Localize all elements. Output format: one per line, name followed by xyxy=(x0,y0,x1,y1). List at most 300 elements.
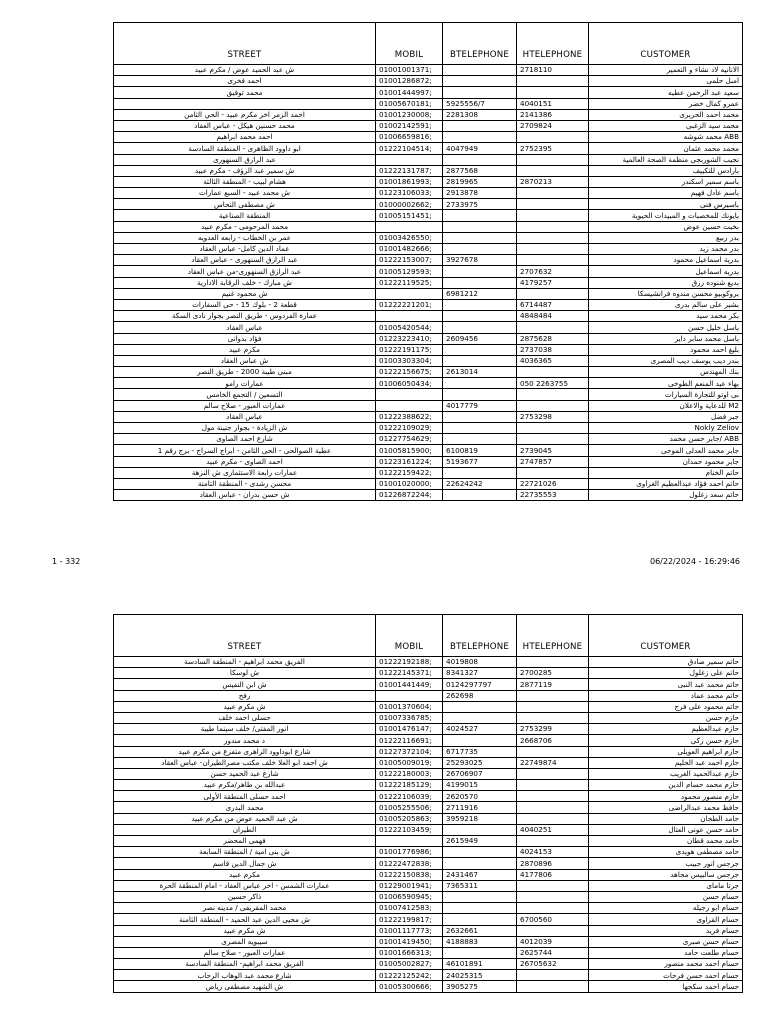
customer-cell: بديع شنوده رزق xyxy=(589,277,743,288)
customer-cell: حاتم محمد عماد xyxy=(589,690,743,701)
street-cell: مبنى طيبة 2000 - طريق النصر xyxy=(114,367,376,378)
customer-cell: بندر ديب يوسف ديب المصرى xyxy=(589,355,743,366)
customer-cell: بدريه اسماعيل xyxy=(589,266,743,277)
customer-cell: باسم عادل فهيم xyxy=(589,188,743,199)
htelephone-cell xyxy=(517,768,589,779)
table-row xyxy=(114,87,743,98)
htelephone-cell: 2625744 xyxy=(517,947,589,958)
table-row xyxy=(114,199,743,210)
htelephone-cell xyxy=(517,389,589,400)
street-cell: ابو داوود الظاهرى - المنطقة السادسة xyxy=(114,143,376,154)
btelephone-cell xyxy=(443,858,517,869)
street-cell: احمد فخرى xyxy=(114,76,376,87)
btelephone-cell xyxy=(443,355,517,366)
street-cell: عمر بن الخطاب - رابعه العدويه xyxy=(114,232,376,243)
street-cell: ش عبد الحميد عوض / مكرم عبيد xyxy=(114,65,376,76)
btelephone-cell xyxy=(443,735,517,746)
customer-cell: باسم سمير اسكندر xyxy=(589,176,743,187)
customer-cell: حازم عبدالعظيم xyxy=(589,724,743,735)
table-row xyxy=(114,858,743,869)
table-row xyxy=(114,389,743,400)
btelephone-cell: 2620570 xyxy=(443,791,517,802)
street-cell: الفريق محمد ابراهيم- المنطقة السادسة xyxy=(114,959,376,970)
mobil-cell: 01222109029; xyxy=(376,423,443,434)
htelephone-cell xyxy=(517,746,589,757)
mobil-cell: 01005420544; xyxy=(376,322,443,333)
street-cell: فؤاد بدوانى xyxy=(114,333,376,344)
street-cell: عمارات رابعة الاستثمارى ش النزهة xyxy=(114,467,376,478)
street-cell: ش عباس العقاد xyxy=(114,355,376,366)
mobil-cell: 01001117773; xyxy=(376,925,443,936)
btelephone-cell: 46101891 xyxy=(443,959,517,970)
htelephone-cell: 2700285 xyxy=(517,668,589,679)
table-row xyxy=(114,411,743,422)
street-cell: عمارات الشمس - اخر عباس العقاد - امام المنطقة الحرة xyxy=(114,880,376,891)
mobil-cell: 01222104514; xyxy=(376,143,443,154)
htelephone-cell: 2870896 xyxy=(517,858,589,869)
btelephone-cell: 7365311 xyxy=(443,880,517,891)
customer-cell: جرجس سالبيس مجاهد xyxy=(589,869,743,880)
street-cell: الطيران xyxy=(114,824,376,835)
customer-cell: بكر محمد سيد xyxy=(589,311,743,322)
customer-cell: امبل حلمى xyxy=(589,76,743,87)
customer-cell: حامد الطحان xyxy=(589,813,743,824)
mobil-cell: 01001370604; xyxy=(376,701,443,712)
mobil-cell: 01005009019; xyxy=(376,757,443,768)
btelephone-cell: 2615949 xyxy=(443,836,517,847)
street-cell xyxy=(114,98,376,109)
htelephone-cell xyxy=(517,903,589,914)
customer-cell: جابر محمود حمدان xyxy=(589,456,743,467)
table-row xyxy=(114,221,743,232)
street-cell: عمارة الفردوس - طريق النصر بجوار نادى السكة xyxy=(114,311,376,322)
mobil-cell: 01005255506; xyxy=(376,802,443,813)
htelephone-cell: 4024153 xyxy=(517,847,589,858)
customer-cell: حاتم سمير صادق xyxy=(589,657,743,668)
mobil-cell: 01222106039; xyxy=(376,791,443,802)
mobil-cell: 01001482666; xyxy=(376,244,443,255)
btelephone-cell: 2711916 xyxy=(443,802,517,813)
mobil-cell: 01222125242; xyxy=(376,970,443,981)
mobil-cell: 01005205863; xyxy=(376,813,443,824)
customer-cell: بدرية اسماعيل محمود xyxy=(589,255,743,266)
mobil-cell: 01001230008; xyxy=(376,109,443,120)
mobil-cell: 01222388622; xyxy=(376,411,443,422)
street-cell: ش مبارك - خلف الرقابة الادارية xyxy=(114,277,376,288)
street-cell: انور المفتى/ خلف سينما طيبة xyxy=(114,724,376,735)
customer-cell: بليغ احمد محمود xyxy=(589,344,743,355)
mobil-cell: 01222153007; xyxy=(376,255,443,266)
customer-cell: بدر محمد زيد xyxy=(589,244,743,255)
btelephone-cell: 22624242 xyxy=(443,478,517,489)
htelephone-cell xyxy=(517,836,589,847)
btelephone-cell xyxy=(443,467,517,478)
htelephone-cell xyxy=(517,288,589,299)
btelephone-cell xyxy=(443,266,517,277)
street-cell: ش بنى امية / المنطقة السابعة xyxy=(114,847,376,858)
customer-cell: حازم محمد حسام الدين xyxy=(589,780,743,791)
btelephone-cell: 3927678 xyxy=(443,255,517,266)
htelephone-cell: 26705632 xyxy=(517,959,589,970)
table-row xyxy=(114,724,743,735)
htelephone-cell xyxy=(517,701,589,712)
btelephone-cell xyxy=(443,389,517,400)
street-cell: ش لوسكا xyxy=(114,668,376,679)
htelephone-column-header: HTELEPHONE xyxy=(517,615,589,657)
htelephone-cell xyxy=(517,802,589,813)
street-cell: ش مكرم عبيد xyxy=(114,701,376,712)
htelephone-cell: 2753298 xyxy=(517,411,589,422)
mobil-cell: 01006590945; xyxy=(376,891,443,902)
customer-cell: بروكوبيو محسن مندوه فرانشيسكا xyxy=(589,288,743,299)
btelephone-cell: 24025315 xyxy=(443,970,517,981)
customer-cell: حامد محمد قطان xyxy=(589,836,743,847)
btelephone-cell: 0124297797 xyxy=(443,679,517,690)
htelephone-cell xyxy=(517,154,589,165)
btelephone-cell xyxy=(443,221,517,232)
mobil-cell: 01222221201; xyxy=(376,299,443,310)
mobil-cell: 01222131787; xyxy=(376,165,443,176)
table-row xyxy=(114,824,743,835)
table-row xyxy=(114,445,743,456)
btelephone-cell xyxy=(443,244,517,255)
street-cell: عباس العقاد xyxy=(114,322,376,333)
table-row xyxy=(114,299,743,310)
btelephone-cell xyxy=(443,423,517,434)
mobil-cell: 01229001941; xyxy=(376,880,443,891)
mobil-cell: 01226872244; xyxy=(376,490,443,501)
mobil-cell: 01001020000; xyxy=(376,478,443,489)
mobil-cell xyxy=(376,288,443,299)
mobil-cell: 01001286872; xyxy=(376,76,443,87)
btelephone-cell xyxy=(443,322,517,333)
htelephone-cell xyxy=(517,188,589,199)
street-cell: عبد الرازق السنهورى - عباس العقاد xyxy=(114,255,376,266)
street-cell: عمارات العبور - صلاح سالم xyxy=(114,947,376,958)
customer-cell: جرجس انور حبيب xyxy=(589,858,743,869)
street-cell: حسلى احمد خلف xyxy=(114,712,376,723)
customer-cell: حافظ محمد عبدالراضى xyxy=(589,802,743,813)
htelephone-cell: 6714487 xyxy=(517,299,589,310)
btelephone-cell xyxy=(443,434,517,445)
table-row xyxy=(114,98,743,109)
customer-cell: حسام فريد xyxy=(589,925,743,936)
btelephone-cell: 4024527 xyxy=(443,724,517,735)
mobil-column-header: MOBIL xyxy=(376,23,443,65)
htelephone-cell xyxy=(517,87,589,98)
street-cell: احمد حسلى المنطقة الأولى xyxy=(114,791,376,802)
htelephone-column-header: HTELEPHONE xyxy=(517,23,589,65)
customer-cell: نجيب الشوربجى منظمة الصحة العالمية xyxy=(589,154,743,165)
mobil-cell: 01007336785; xyxy=(376,712,443,723)
table-row xyxy=(114,925,743,936)
htelephone-cell xyxy=(517,891,589,902)
table-row xyxy=(114,880,743,891)
table-header-row xyxy=(114,23,743,65)
mobil-cell: 01002142591; xyxy=(376,120,443,131)
htelephone-cell xyxy=(517,76,589,87)
street-cell: احمد الصاوى - مكرم عبيد xyxy=(114,456,376,467)
customer-cell: بايونك للمخصبات و المبيدات الحيوية xyxy=(589,210,743,221)
street-cell: عبد الرازق السنهورى-من عباس العقاد xyxy=(114,266,376,277)
btelephone-column-header: BTELEPHONE xyxy=(443,23,517,65)
customer-cell: حازم احمد عبد الحليم xyxy=(589,757,743,768)
street-cell: ش حسن بدران - عباس العقاد xyxy=(114,490,376,501)
mobil-cell: 01227754629; xyxy=(376,434,443,445)
btelephone-cell: 3959218 xyxy=(443,813,517,824)
customer-cell: محمد احمد الحريرى xyxy=(589,109,743,120)
customer-cell: حاتم محمود على فرج xyxy=(589,701,743,712)
table-row xyxy=(114,467,743,478)
street-cell: مكرم عبيد xyxy=(114,344,376,355)
btelephone-cell xyxy=(443,154,517,165)
customer-cell: حازم حسن xyxy=(589,712,743,723)
street-cell: شارع محمد عبد الوهاب الرحاب xyxy=(114,970,376,981)
customer-column-header: CUSTOMER xyxy=(589,23,743,65)
table-row xyxy=(114,434,743,445)
table-row xyxy=(114,757,743,768)
htelephone-cell xyxy=(517,981,589,992)
htelephone-cell: 2707632 xyxy=(517,266,589,277)
mobil-cell: 01005002827; xyxy=(376,959,443,970)
htelephone-cell xyxy=(517,232,589,243)
btelephone-cell xyxy=(443,847,517,858)
mobil-cell: 01222145371; xyxy=(376,668,443,679)
street-cell: محسن رشدى - المنطقة الثامنة xyxy=(114,478,376,489)
table-row xyxy=(114,355,743,366)
street-cell: محمد البدرى xyxy=(114,802,376,813)
htelephone-cell xyxy=(517,400,589,411)
mobil-cell xyxy=(376,389,443,400)
table-row xyxy=(114,735,743,746)
btelephone-cell: 5193677 xyxy=(443,456,517,467)
table-row xyxy=(114,478,743,489)
btelephone-cell: 4019808 xyxy=(443,657,517,668)
mobil-cell: 01006659816; xyxy=(376,132,443,143)
street-cell: ش محيى الدين عبد الحميد - المنطقة الثامنة xyxy=(114,914,376,925)
customer-column-header: CUSTOMER xyxy=(589,615,743,657)
mobil-cell: 01001476147; xyxy=(376,724,443,735)
btelephone-cell xyxy=(443,903,517,914)
table-row xyxy=(114,914,743,925)
customer-cell: حسام القزاوى xyxy=(589,914,743,925)
mobil-cell xyxy=(376,836,443,847)
customer-cell: حازم ابراهيم العويلى xyxy=(589,746,743,757)
htelephone-cell xyxy=(517,434,589,445)
street-cell: رفح xyxy=(114,690,376,701)
btelephone-cell: 2819965 xyxy=(443,176,517,187)
customer-cell: حسام احمد حسن فرحات xyxy=(589,970,743,981)
street-cell: عطية الصوالحى - الحى الثامن - ابراج السراج - برج رقم 1 xyxy=(114,445,376,456)
customer-cell: محمد محمد عثمان xyxy=(589,143,743,154)
mobil-cell: 01222159422; xyxy=(376,467,443,478)
btelephone-cell: 2281308 xyxy=(443,109,517,120)
table-row xyxy=(114,970,743,981)
table-row xyxy=(114,791,743,802)
street-cell: ش مكرم عبيد xyxy=(114,925,376,936)
htelephone-cell xyxy=(517,780,589,791)
btelephone-cell: 4047949 xyxy=(443,143,517,154)
mobil-cell: 01006050434; xyxy=(376,378,443,389)
table-row xyxy=(114,423,743,434)
table-row xyxy=(114,165,743,176)
customer-cell: سعيد عبد الرحمن عطيه xyxy=(589,87,743,98)
street-cell: قطعة 2 - بلوك 15 - حى السفارات xyxy=(114,299,376,310)
btelephone-cell: 4017779 xyxy=(443,400,517,411)
street-cell: عماد الدين كامل- عباس العقاد xyxy=(114,244,376,255)
btelephone-cell xyxy=(443,824,517,835)
mobil-cell: 01222180003; xyxy=(376,768,443,779)
customer-cell: حسام ابو رجيله xyxy=(589,903,743,914)
street-cell: ش احمد ابو العلا خلف مكتب مصرالطيران- عباس العقاد xyxy=(114,757,376,768)
table-row xyxy=(114,490,743,501)
mobil-cell: 01000002662; xyxy=(376,199,443,210)
customer-cell: حازم حسن زكى xyxy=(589,735,743,746)
customer-cell: ABB محمد شوشه xyxy=(589,132,743,143)
mobil-cell: 01005129593; xyxy=(376,266,443,277)
customer-cell: عمرو كمال خضر xyxy=(589,98,743,109)
mobil-cell: 01222199817; xyxy=(376,914,443,925)
table-row xyxy=(114,344,743,355)
htelephone-cell xyxy=(517,322,589,333)
mobil-cell: 01003426550; xyxy=(376,232,443,243)
table-row xyxy=(114,746,743,757)
htelephone-cell xyxy=(517,690,589,701)
btelephone-column-header: BTELEPHONE xyxy=(443,615,517,657)
mobil-cell: 01001666313; xyxy=(376,947,443,958)
customer-cell: حاتم سعد زغلول xyxy=(589,490,743,501)
htelephone-cell xyxy=(517,221,589,232)
mobil-cell: 01223223410; xyxy=(376,333,443,344)
mobil-cell: 01222150838; xyxy=(376,869,443,880)
table-row xyxy=(114,132,743,143)
htelephone-cell: 4848484 xyxy=(517,311,589,322)
btelephone-cell xyxy=(443,76,517,87)
street-cell: شارع ابوداوود الزاهرى متفرع من مكرم عبيد xyxy=(114,746,376,757)
btelephone-cell: 26706907 xyxy=(443,768,517,779)
btelephone-cell xyxy=(443,378,517,389)
btelephone-cell xyxy=(443,87,517,98)
street-cell: عبدالله بن طاهر/مكرم عبيد xyxy=(114,780,376,791)
mobil-cell xyxy=(376,311,443,322)
street-cell: ش مصطفى النحاس xyxy=(114,199,376,210)
customer-cell: حسام حسن xyxy=(589,891,743,902)
htelephone-cell xyxy=(517,467,589,478)
htelephone-cell: 2141386 xyxy=(517,109,589,120)
customer-cell: بارادس للتكييف xyxy=(589,165,743,176)
customer-cell: حسام احمد محمد منصور xyxy=(589,959,743,970)
table-row xyxy=(114,322,743,333)
btelephone-cell: 6717735 xyxy=(443,746,517,757)
btelephone-cell xyxy=(443,947,517,958)
table-row xyxy=(114,65,743,76)
btelephone-cell: 25293025 xyxy=(443,757,517,768)
btelephone-cell xyxy=(443,120,517,131)
btelephone-cell xyxy=(443,65,517,76)
customer-cell: حاتم الخنام xyxy=(589,467,743,478)
btelephone-cell xyxy=(443,132,517,143)
htelephone-cell: 2870213 xyxy=(517,176,589,187)
htelephone-cell: 2752395 xyxy=(517,143,589,154)
btelephone-cell xyxy=(443,311,517,322)
customer-cell: باسل خليل حسن xyxy=(589,322,743,333)
htelephone-cell: 4040251 xyxy=(517,824,589,835)
customer-cell: جبر فضل xyxy=(589,411,743,422)
street-cell: عمارات رامو xyxy=(114,378,376,389)
btelephone-cell xyxy=(443,891,517,902)
street-cell: محمد المرحومى - مكرم عبيد xyxy=(114,221,376,232)
street-cell: محمد حسنين هيكل - عباس العقاد xyxy=(114,120,376,131)
btelephone-cell xyxy=(443,490,517,501)
btelephone-cell xyxy=(443,344,517,355)
street-cell: المنطقة الصناعية xyxy=(114,210,376,221)
mobil-cell: 01001419450; xyxy=(376,936,443,947)
htelephone-cell xyxy=(517,132,589,143)
street-cell: سيبويه المصرى xyxy=(114,936,376,947)
htelephone-cell: 2747857 xyxy=(517,456,589,467)
street-cell: ش محمود غنيم xyxy=(114,288,376,299)
customer-cell: جابر محمد العدلى الموجى xyxy=(589,445,743,456)
mobil-cell: 01001776986; xyxy=(376,847,443,858)
htelephone-cell: 4012039 xyxy=(517,936,589,947)
street-cell: احمد محمد ابراهيم xyxy=(114,132,376,143)
table-row xyxy=(114,333,743,344)
mobil-cell: 01222472838; xyxy=(376,858,443,869)
htelephone-cell: 2737038 xyxy=(517,344,589,355)
btelephone-cell: 2913878 xyxy=(443,188,517,199)
htelephone-cell: 2668706 xyxy=(517,735,589,746)
table-row xyxy=(114,378,743,389)
table-row xyxy=(114,176,743,187)
htelephone-cell xyxy=(517,244,589,255)
street-cell: ش الشهيد مصطفى رياض xyxy=(114,981,376,992)
btelephone-cell: 6981212 xyxy=(443,288,517,299)
street-cell: ش الزيادة - بجوار جنينة مول xyxy=(114,423,376,434)
customer-cell: M2 للدعاية والاعلان xyxy=(589,400,743,411)
htelephone-cell: 22735553 xyxy=(517,490,589,501)
mobil-cell xyxy=(376,690,443,701)
mobil-cell: 01222192188; xyxy=(376,657,443,668)
table-row xyxy=(114,959,743,970)
customer-cell: حازم عبدالحميد الغريب xyxy=(589,768,743,779)
customer-cell: بدر ربيع xyxy=(589,232,743,243)
customer-table-page-2 xyxy=(113,614,743,993)
table-row xyxy=(114,802,743,813)
street-cell: د محمد مندور xyxy=(114,735,376,746)
htelephone-cell: 2709824 xyxy=(517,120,589,131)
table-row xyxy=(114,780,743,791)
btelephone-cell: 2613014 xyxy=(443,367,517,378)
table-header-row xyxy=(114,615,743,657)
street-cell: ش سمير عبد الرؤف - مكرم عبيد xyxy=(114,165,376,176)
htelephone-cell xyxy=(517,925,589,936)
table-row xyxy=(114,813,743,824)
customer-cell: بنك المهندس xyxy=(589,367,743,378)
btelephone-cell xyxy=(443,701,517,712)
customer-cell: حاتم محمد عبد النبى xyxy=(589,679,743,690)
mobil-cell: 01222156675; xyxy=(376,367,443,378)
mobil-cell: 01222103459; xyxy=(376,824,443,835)
table-row xyxy=(114,847,743,858)
customer-cell: حاتم احمد فؤاد عبدالعظيم الغزاوى xyxy=(589,478,743,489)
street-cell: ش جمال الدين قاسم xyxy=(114,858,376,869)
btelephone-cell xyxy=(443,712,517,723)
page-number: 1 - 332 xyxy=(52,557,81,566)
table-row xyxy=(114,232,743,243)
customer-cell: حازم منصور محمود xyxy=(589,791,743,802)
table-row xyxy=(114,679,743,690)
mobil-cell: 01005300666; xyxy=(376,981,443,992)
